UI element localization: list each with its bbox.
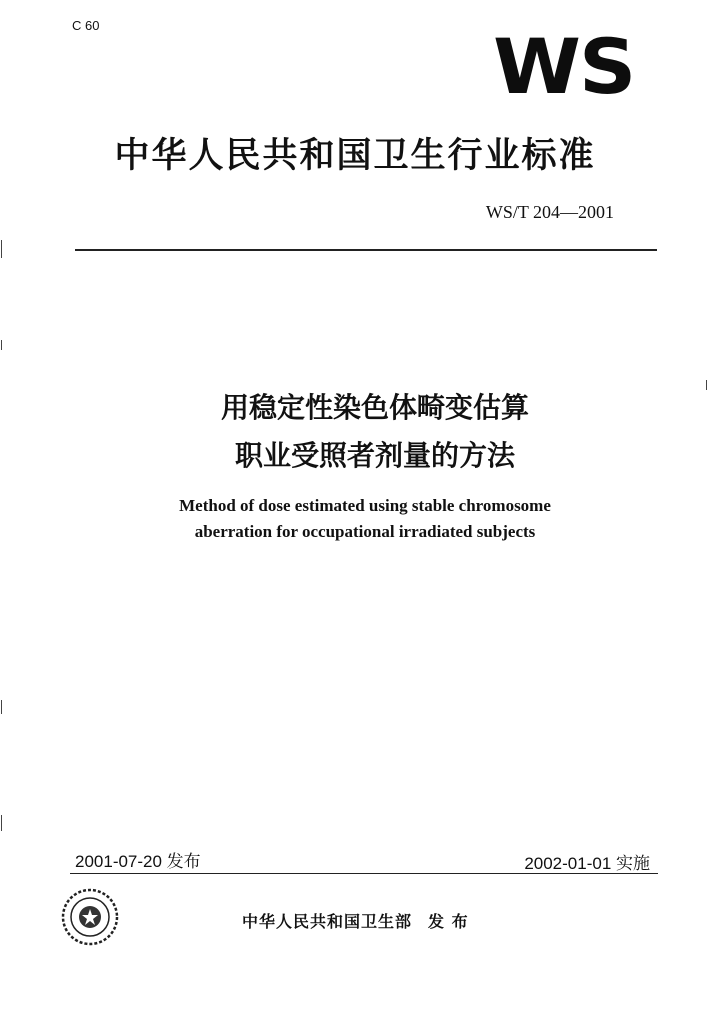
standard-number: WS/T 204—2001 (485, 202, 614, 222)
scan-edge-mark (706, 380, 707, 390)
footer-divider (70, 873, 658, 874)
document-title-zh-line1: 用稳定性染色体畸变估算 (220, 391, 529, 424)
implementation-date: 2002-01-01 实施 (524, 854, 650, 873)
issue-date: 2001-07-20 发布 (75, 852, 201, 871)
document-title-zh-line2: 职业受照者剂量的方法 (234, 439, 515, 472)
scan-edge-mark (1, 700, 2, 714)
standard-category-title: 中华人民共和国卫生行业标准 (114, 136, 596, 176)
scan-edge-mark (1, 240, 2, 258)
scan-edge-mark (1, 340, 2, 350)
official-seal-icon (60, 887, 120, 947)
ws-logo: WS (493, 22, 635, 111)
publisher-name: 中华人民共和国卫生部 (242, 912, 413, 931)
classification-code: C 60 (72, 18, 100, 33)
document-title-en-line2: aberration for occupational irradiated subjects (194, 522, 536, 541)
scan-edge-mark (1, 815, 2, 831)
document-title-en-line1: Method of dose estimated using stable chromosome (179, 496, 551, 515)
publisher-line (242, 909, 469, 932)
header-divider (75, 249, 657, 251)
publish-action: 发 布 (428, 912, 469, 931)
